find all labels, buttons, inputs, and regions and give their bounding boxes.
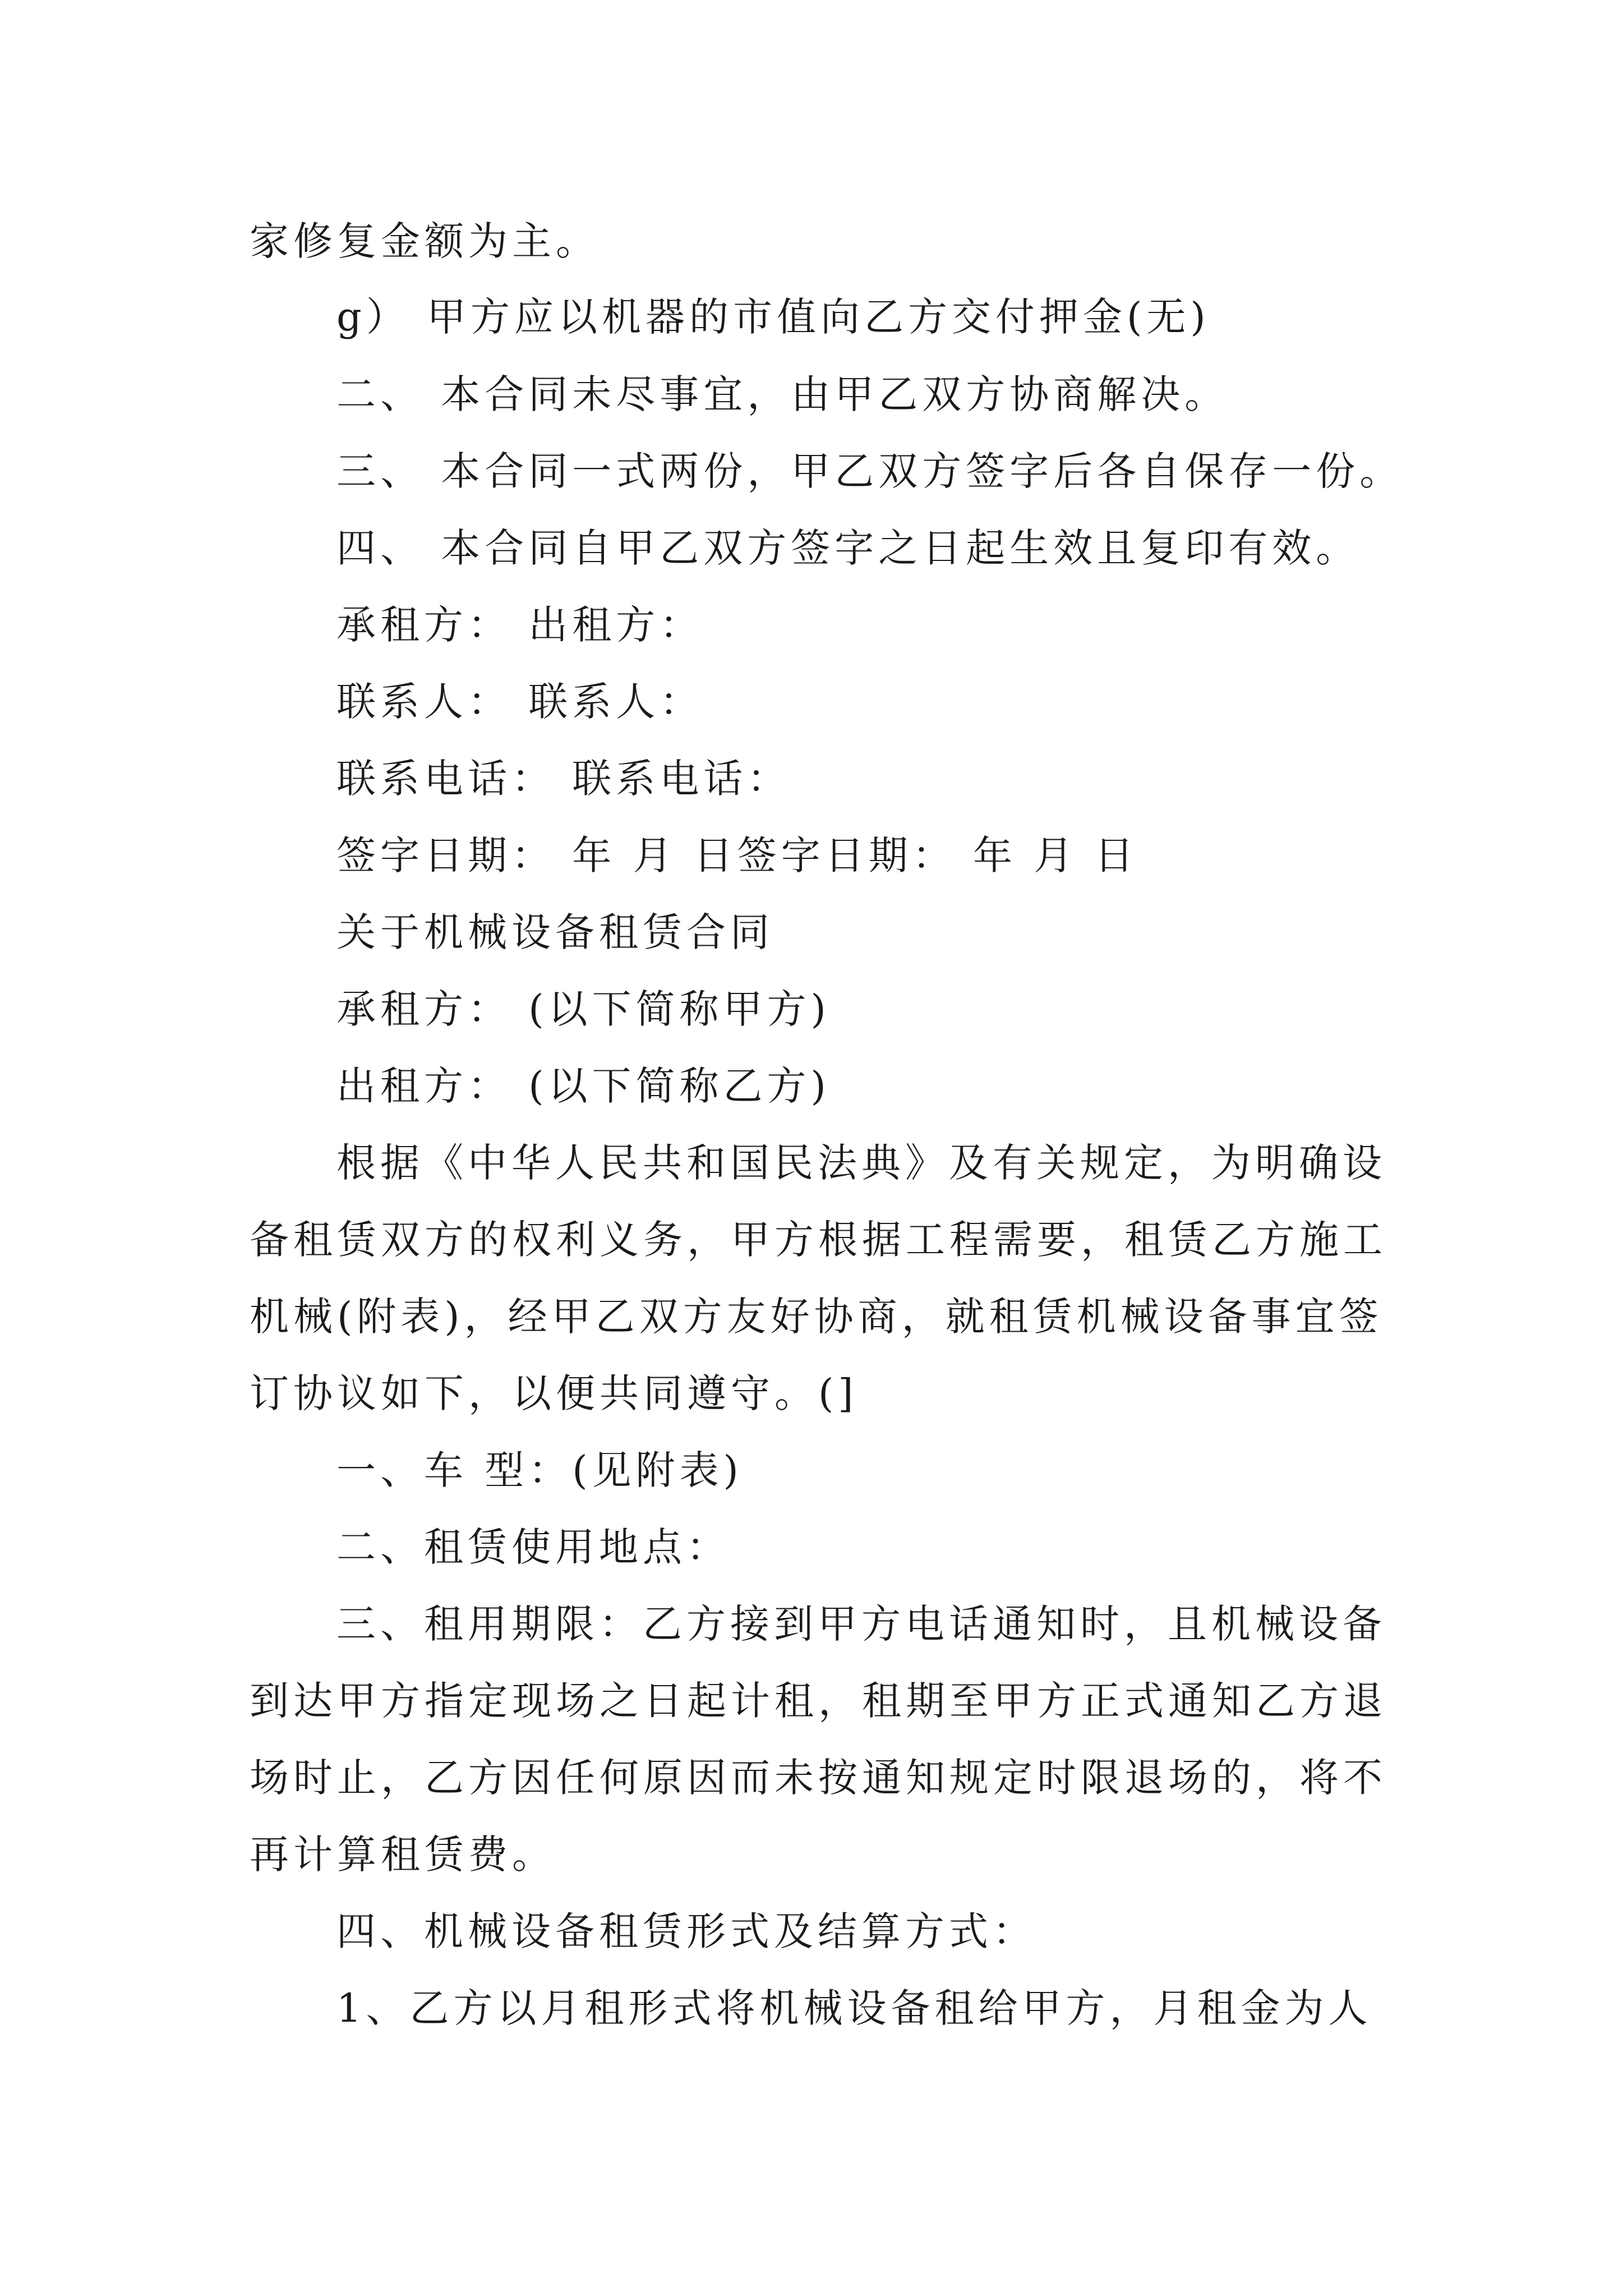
text-line: 联系电话： 联系电话： bbox=[336, 756, 791, 802]
text-line: 四、 本合同自甲乙双方签字之日起生效且复印有效。 bbox=[336, 525, 1360, 571]
text-line: 机械(附表)，经甲乙双方友好协商，就租赁机械设备事宜签 bbox=[250, 1294, 1383, 1340]
text-line: 家修复金额为主。 bbox=[250, 218, 600, 264]
text-line: 备租赁双方的权利义务，甲方根据工程需要，租赁乙方施工 bbox=[250, 1217, 1387, 1263]
text-line: 二、 本合同未尽事宜，由甲乙双方协商解决。 bbox=[336, 371, 1229, 417]
text-line: 二、租赁使用地点： bbox=[336, 1524, 730, 1570]
text-line: g） 甲方应以机器的市值向乙方交付押金(无) bbox=[336, 294, 1210, 340]
text-line: 联系人： 联系人： bbox=[336, 679, 704, 725]
text-line: 承租方： (以下简称甲方) bbox=[336, 986, 831, 1032]
text-line: 签字日期： 年 月 日签字日期： 年 月 日 bbox=[336, 832, 1138, 878]
text-line: 订协议如下，以便共同遵守。(] bbox=[250, 1370, 858, 1416]
text-line: 到达甲方指定现场之日起计租，租期至甲方正式通知乙方退 bbox=[250, 1678, 1387, 1724]
text-line: 1、乙方以月租形式将机械设备租给甲方，月租金为人 bbox=[336, 1985, 1372, 2031]
text-line: 根据《中华人民共和国民法典》及有关规定，为明确设 bbox=[336, 1140, 1386, 1186]
text-line: 三、租用期限：乙方接到甲方电话通知时，且机械设备 bbox=[336, 1601, 1386, 1647]
text-line: 一、车 型：(见附表) bbox=[336, 1447, 743, 1493]
text-line: 承租方： 出租方： bbox=[336, 602, 704, 648]
text-line: 四、机械设备租赁形式及结算方式： bbox=[336, 1908, 1036, 1954]
text-line: 再计算租赁费。 bbox=[250, 1832, 556, 1878]
text-line: 出租方： (以下简称乙方) bbox=[336, 1063, 831, 1109]
section-title: 关于机械设备租赁合同 bbox=[336, 909, 774, 955]
text-line: 三、 本合同一式两份，甲乙双方签字后各自保存一份。 bbox=[336, 448, 1404, 494]
text-line: 场时止，乙方因任何原因而未按通知规定时限退场的，将不 bbox=[250, 1755, 1387, 1801]
